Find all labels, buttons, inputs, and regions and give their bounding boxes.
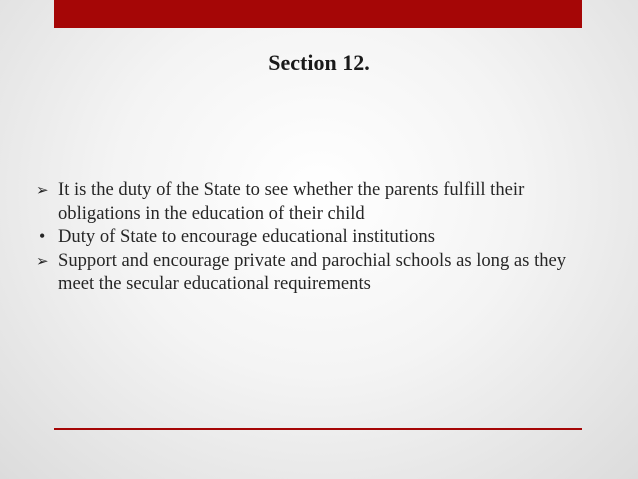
bullet-list — [36, 178, 596, 296]
bullet-item-1 — [36, 178, 596, 225]
bullet-text-1: It is the duty of the State to see whether the parents fulfill their obligations in the education of their child — [58, 179, 525, 224]
bullet-item-2 — [36, 225, 596, 249]
bullet-item-3 — [36, 249, 596, 296]
arrow-bullet-icon: ➢ — [36, 181, 49, 199]
slide-title: Section 12. — [268, 50, 370, 75]
dot-bullet-icon: • — [39, 226, 46, 246]
bottom-accent-line — [54, 428, 582, 430]
bullet-text-3: Support and encourage private and parochial schools as long as they meet the secular educational requirements — [58, 249, 567, 294]
bullet-text-2: Duty of State to encourage educational institutions — [58, 226, 435, 247]
top-accent-bar — [54, 0, 582, 28]
arrow-bullet-icon: ➢ — [36, 251, 49, 270]
